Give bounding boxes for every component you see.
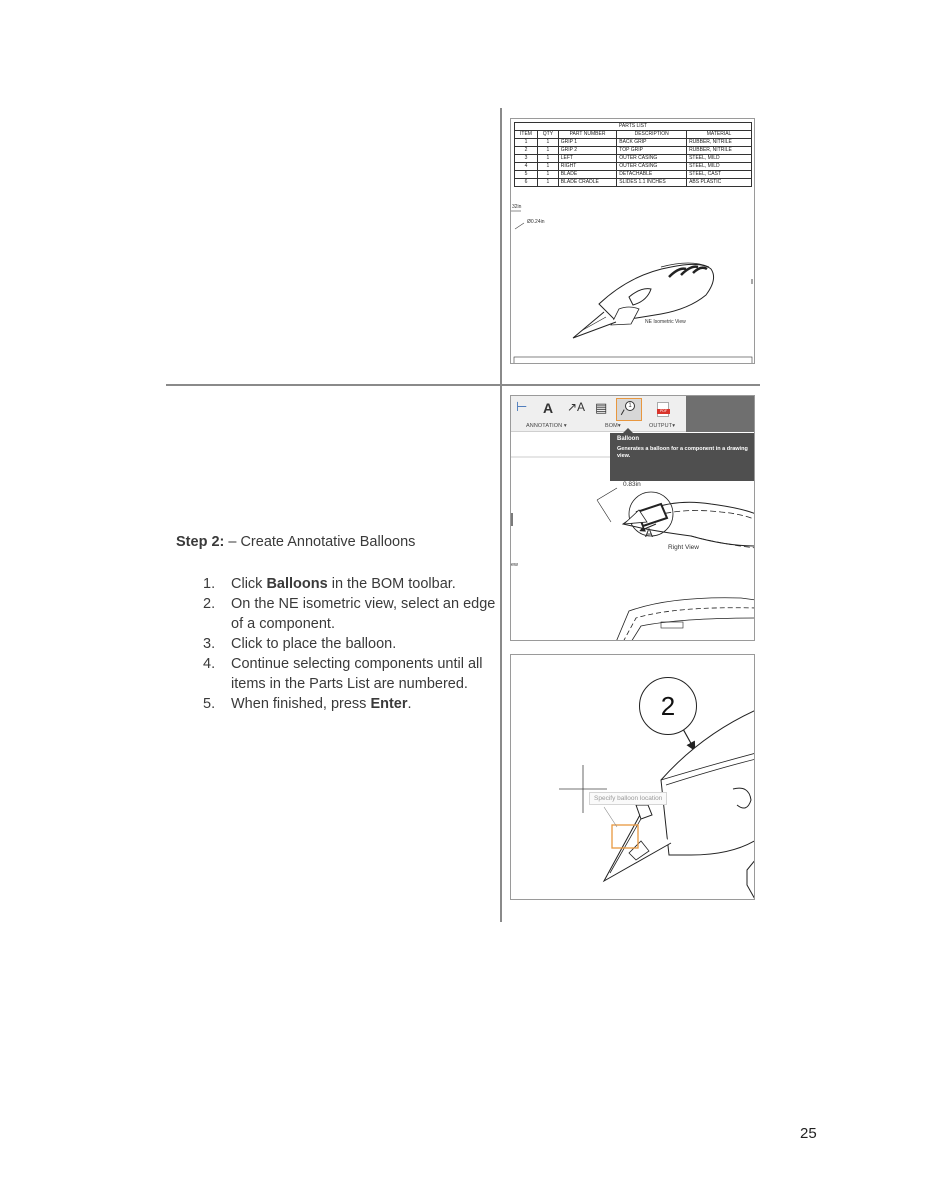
header-qty: QTY	[538, 131, 559, 139]
balloon-number-label: 2	[639, 677, 697, 735]
table-cell: BLADE CRADLE	[558, 179, 617, 187]
header-item: ITEM	[515, 131, 538, 139]
dimension-icon[interactable]: ⊢	[516, 399, 528, 414]
leader-text-icon[interactable]: ↗A	[567, 400, 586, 414]
table-cell: 1	[538, 139, 559, 147]
vertical-divider	[500, 108, 502, 922]
table-cell: STEEL, MILD	[687, 163, 752, 171]
table-cell: SLIDES 1.1 INCHES	[617, 179, 687, 187]
dimension-label-top: 32in	[512, 204, 522, 210]
pdf-icon[interactable]: PDF	[657, 402, 669, 417]
bom-menu[interactable]: BOM▾	[605, 423, 621, 429]
list-item: 4. Continue selecting components until all items in the Parts List are numbered.	[203, 656, 483, 692]
table-cell: 1	[538, 163, 559, 171]
list-number: 3.	[203, 636, 216, 652]
balloon-icon: 1	[625, 401, 635, 411]
dimension-label-diameter: Ø0.24in	[527, 219, 545, 225]
list-number: 2.	[203, 596, 216, 612]
right-view-drawing	[511, 396, 755, 641]
table-cell: DETACHABLE	[617, 171, 687, 179]
knife-isometric-drawing	[511, 119, 755, 364]
ne-isometric-view-label: NE Isometric View	[645, 319, 686, 325]
dimension-label: 0.83in	[623, 481, 641, 488]
parts-list-icon[interactable]: ▤	[595, 400, 608, 415]
parts-list-screenshot	[510, 118, 755, 364]
table-cell: 2	[515, 147, 538, 155]
table-cell: 5	[515, 171, 538, 179]
table-cell: OUTER CASING	[617, 155, 687, 163]
balloon-toolbar-screenshot	[510, 395, 755, 641]
specify-location-tip: Specify balloon location	[589, 792, 667, 805]
table-cell: 1	[538, 179, 559, 187]
list-item: 5. When finished, press Enter.	[203, 696, 412, 712]
table-cell: 1	[538, 155, 559, 163]
crosshair-icon	[575, 781, 576, 782]
table-cell: STEEL, MILD	[687, 155, 752, 163]
section-label: A	[645, 526, 654, 540]
table-cell: 1	[515, 139, 538, 147]
header-material: MATERIAL	[687, 131, 752, 139]
table-cell: GRIP 2	[558, 147, 617, 155]
table-cell: RUBBER, NITRILE	[687, 147, 752, 155]
annotation-menu[interactable]: ANNOTATION ▾	[526, 423, 567, 429]
list-number: 1.	[203, 576, 216, 592]
text-icon[interactable]: A	[543, 400, 554, 416]
balloon-placement-drawing	[511, 655, 755, 900]
table-cell: 1	[538, 147, 559, 155]
tooltip-description: Generates a balloon for a component in a drawing view.	[617, 446, 748, 459]
page-number: 25	[800, 1125, 817, 1142]
instruction-list	[200, 574, 496, 714]
table-cell: OUTER CASING	[617, 163, 687, 171]
table-cell: 3	[515, 155, 538, 163]
step-label: Step 2:	[176, 534, 225, 550]
table-cell: 4	[515, 163, 538, 171]
list-item: 2. On the NE isometric view, select an edge of a component.	[203, 596, 496, 632]
table-cell: RIGHT	[558, 163, 617, 171]
step-heading	[176, 534, 415, 550]
output-menu[interactable]: OUTPUT▾	[649, 423, 676, 429]
list-item: 3. Click to place the balloon.	[203, 636, 397, 652]
tooltip-title: Balloon	[617, 436, 639, 442]
table-cell: 6	[515, 179, 538, 187]
table-cell: STEEL, CAST	[687, 171, 752, 179]
table-cell: RUBBER, NITRILE	[687, 139, 752, 147]
table-cell: LEFT	[558, 155, 617, 163]
table-cell: BLADE	[558, 171, 617, 179]
list-item: 1. Click Balloons in the BOM toolbar.	[203, 576, 456, 592]
list-number: 4.	[203, 656, 216, 672]
table-cell: BACK GRIP	[617, 139, 687, 147]
table-cell: TOP GRIP	[617, 147, 687, 155]
view-label-fragment: ew	[511, 562, 519, 568]
list-number: 5.	[203, 696, 216, 712]
parts-list-title: PARTS LIST	[515, 123, 752, 131]
balloon-placement-screenshot	[510, 654, 755, 900]
table-cell: ABS PLASTIC	[687, 179, 752, 187]
table-cell: GRIP 1	[558, 139, 617, 147]
right-view-label: Right View	[668, 544, 699, 551]
step-title: – Create Annotative Balloons	[224, 534, 416, 550]
header-part-number: PART NUMBER	[558, 131, 617, 139]
header-description: DESCRIPTION	[617, 131, 687, 139]
table-cell: 1	[538, 171, 559, 179]
horizontal-divider	[166, 384, 760, 386]
